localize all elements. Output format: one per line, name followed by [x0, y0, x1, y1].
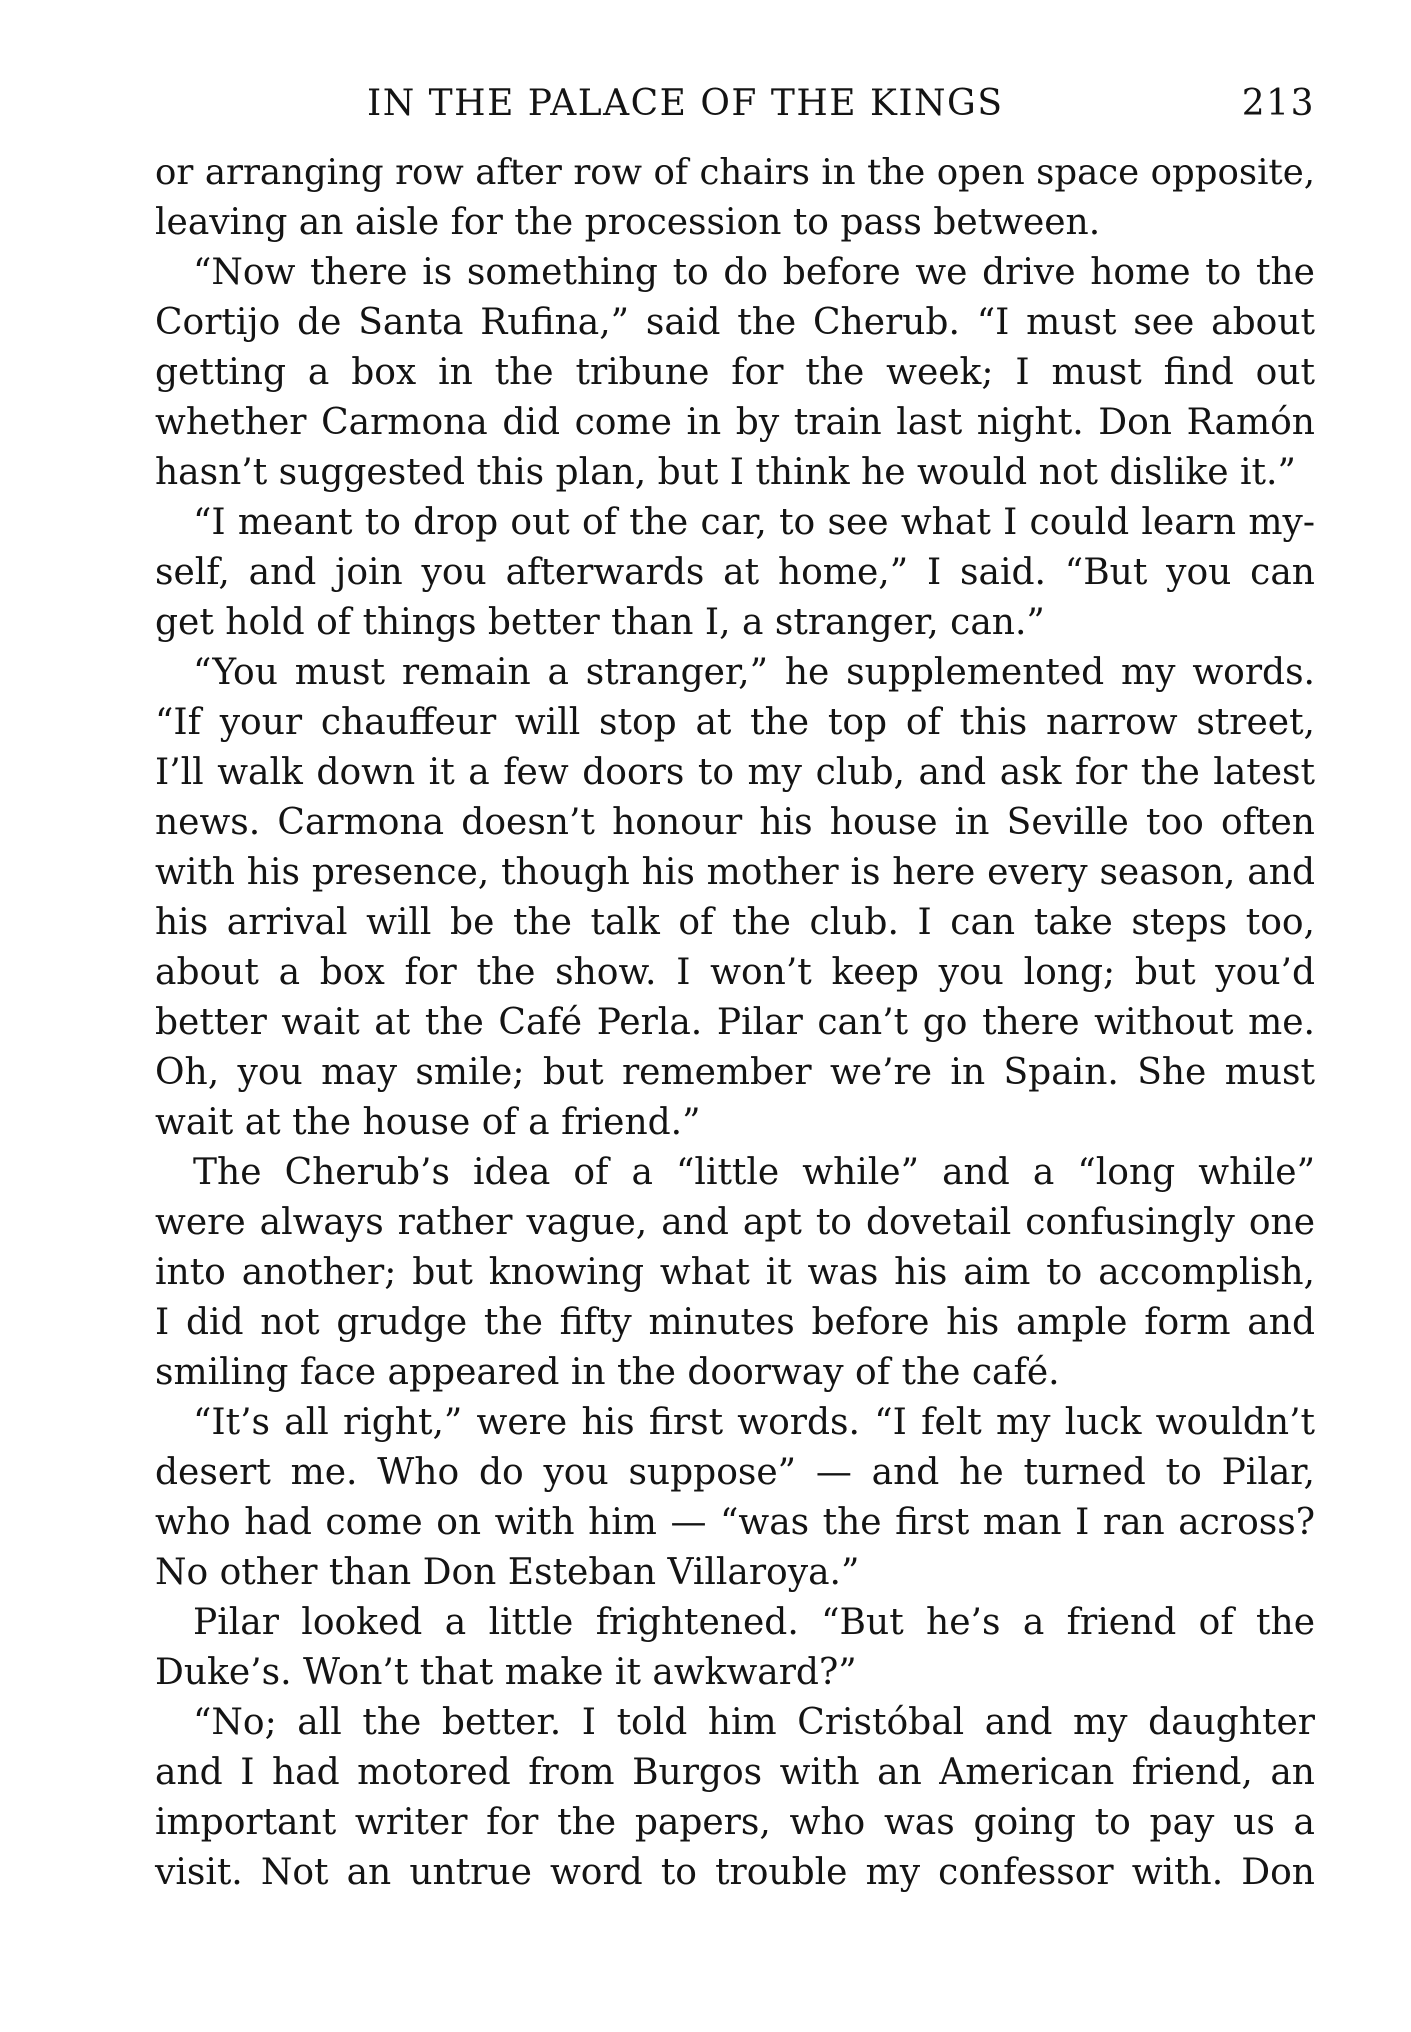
text-line: better wait at the Café Perla. Pilar can’t go there without me.	[155, 1002, 1315, 1043]
text-line: wait at the house of a friend.”	[155, 1102, 701, 1143]
text-line: Duke’s. Won’t that make it awkward?”	[155, 1652, 857, 1693]
text-line: whether Carmona did come in by train last night. Don Ramón	[155, 402, 1315, 443]
text-line: important writer for the papers, who was going to pay us a	[155, 1802, 1315, 1843]
text-line: his arrival will be the talk of the club. I can take steps too,	[155, 902, 1315, 943]
text-line: No other than Don Esteban Villaroya.”	[155, 1552, 860, 1593]
text-line: and I had motored from Burgos with an American friend, an	[155, 1752, 1315, 1793]
text-line: “I meant to drop out of the car, to see what I could learn my-	[193, 502, 1315, 543]
text-line: Cortijo de Santa Rufina,” said the Cherub. “I must see about	[155, 302, 1315, 343]
text-line: “No; all the better. I told him Cristóbal and my daughter	[193, 1702, 1315, 1743]
text-line: into another; but knowing what it was his aim to accomplish,	[155, 1252, 1315, 1293]
text-line: The Cherub’s idea of a “little while” and a “long while”	[193, 1152, 1315, 1193]
text-line: “It’s all right,” were his first words. “I felt my luck wouldn’t	[193, 1402, 1315, 1443]
text-line: Pilar looked a little frightened. “But he’s a friend of the	[193, 1602, 1315, 1643]
text-line: desert me. Who do you suppose” — and he turned to Pilar,	[155, 1452, 1315, 1493]
text-line: news. Carmona doesn’t honour his house in Seville too often	[155, 802, 1315, 843]
text-line: get hold of things better than I, a stranger, can.”	[155, 602, 1045, 643]
running-head-title: IN THE PALACE OF THE KINGS	[367, 83, 1004, 124]
text-line: hasn’t suggested this plan, but I think he would not dislike it.”	[155, 452, 1296, 493]
text-line: getting a box in the tribune for the week; I must find out	[155, 352, 1315, 393]
text-line: “You must remain a stranger,” he supplemented my words.	[193, 652, 1315, 693]
page-number: 213	[1241, 83, 1315, 124]
text-line: visit. Not an untrue word to trouble my confessor with. Don	[155, 1852, 1315, 1893]
text-line: self, and join you afterwards at home,” I said. “But you can	[155, 552, 1315, 593]
text-line: or arranging row after row of chairs in the open space opposite,	[155, 152, 1315, 193]
text-line: leaving an aisle for the procession to pass between.	[155, 202, 1101, 243]
text-line: Oh, you may smile; but remember we’re in Spain. She must	[155, 1052, 1315, 1093]
text-line: were always rather vague, and apt to dovetail confusingly one	[155, 1202, 1315, 1243]
body-text	[155, 148, 1315, 1898]
text-line: I’ll walk down it a few doors to my club, and ask for the latest	[155, 752, 1315, 793]
running-head	[155, 76, 1315, 132]
text-line: who had come on with him — “was the first man I ran across?	[155, 1502, 1315, 1543]
text-line: “Now there is something to do before we drive home to the	[193, 252, 1315, 293]
text-line: smiling face appeared in the doorway of the café.	[155, 1352, 1060, 1393]
text-line: about a box for the show. I won’t keep you long; but you’d	[155, 952, 1315, 993]
text-line: “If your chauffeur will stop at the top of this narrow street,	[155, 702, 1315, 743]
text-line: I did not grudge the fifty minutes before his ample form and	[155, 1302, 1315, 1343]
text-line: with his presence, though his mother is here every season, and	[155, 852, 1315, 893]
